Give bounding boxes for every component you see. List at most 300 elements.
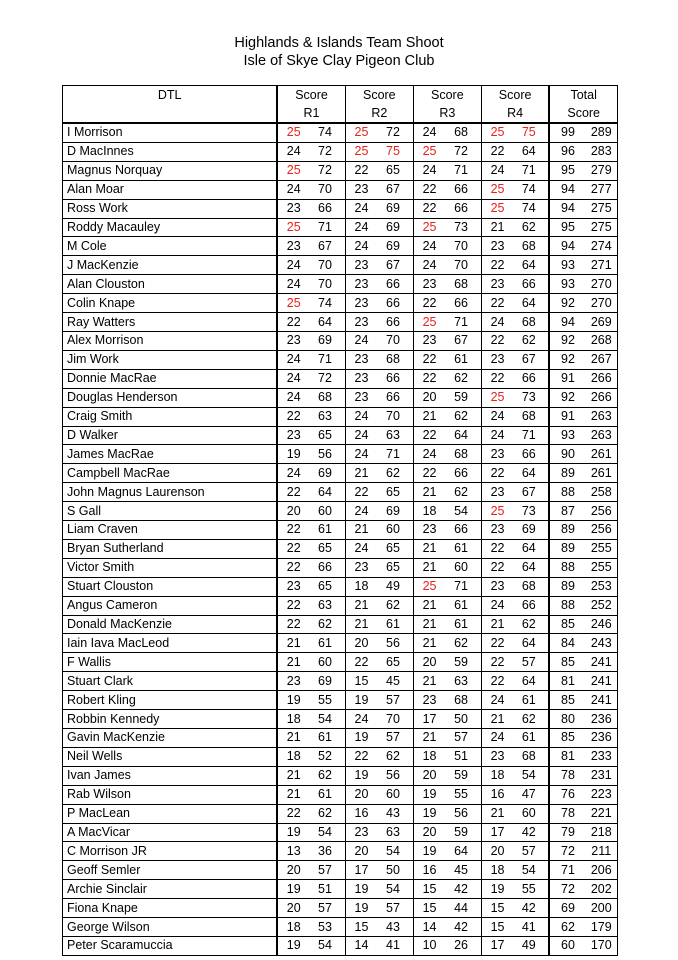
round-4-points: 54 — [513, 766, 549, 785]
round-2-points: 60 — [377, 521, 413, 540]
round-header-r3 — [413, 86, 481, 124]
round-4-points: 71 — [513, 426, 549, 445]
round-4-points: 54 — [513, 861, 549, 880]
round-1-points: 72 — [309, 142, 345, 161]
round-2-points: 75 — [377, 142, 413, 161]
round-3-score: 19 — [413, 804, 445, 823]
round-1-score: 22 — [277, 615, 309, 634]
total-points: 255 — [586, 558, 618, 577]
round-3-score: 21 — [413, 729, 445, 748]
round-3-points: 61 — [445, 350, 481, 369]
round-2-score: 21 — [345, 464, 377, 483]
round-1-score: 24 — [277, 256, 309, 275]
round-2-points: 66 — [377, 313, 413, 332]
round-4-points: 61 — [513, 729, 549, 748]
round-3-points: 71 — [445, 313, 481, 332]
round-2-score: 24 — [345, 237, 377, 256]
round-4-score: 15 — [481, 918, 513, 937]
total-points: 236 — [586, 729, 618, 748]
total-points: 275 — [586, 199, 618, 218]
round-4-points: 68 — [513, 407, 549, 426]
shooter-name: Magnus Norquay — [63, 161, 278, 180]
round-1-score: 25 — [277, 161, 309, 180]
round-1-score: 24 — [277, 180, 309, 199]
round-2-score: 24 — [345, 199, 377, 218]
round-1-score: 19 — [277, 691, 309, 710]
round-1-score: 22 — [277, 483, 309, 502]
round-4-points: 55 — [513, 880, 549, 899]
table-row — [63, 691, 618, 710]
round-4-points: 62 — [513, 331, 549, 350]
round-2-points: 69 — [377, 237, 413, 256]
total-score: 88 — [549, 483, 585, 502]
round-4-points: 73 — [513, 388, 549, 407]
round-1-points: 62 — [309, 766, 345, 785]
round-3-points: 66 — [445, 180, 481, 199]
round-1-points: 63 — [309, 596, 345, 615]
round-1-points: 65 — [309, 577, 345, 596]
total-points: 274 — [586, 237, 618, 256]
total-points: 223 — [586, 785, 618, 804]
round-1-score: 22 — [277, 539, 309, 558]
total-score: 60 — [549, 936, 585, 955]
round-1-score: 20 — [277, 861, 309, 880]
round-2-score: 24 — [345, 539, 377, 558]
table-row — [63, 180, 618, 199]
round-1-score: 18 — [277, 918, 309, 937]
round-2-score: 19 — [345, 880, 377, 899]
round-2-score: 23 — [345, 350, 377, 369]
round-1-score: 21 — [277, 785, 309, 804]
shooter-name: Donald MacKenzie — [63, 615, 278, 634]
total-score: 85 — [549, 653, 585, 672]
round-2-score: 19 — [345, 729, 377, 748]
round-1-score: 24 — [277, 388, 309, 407]
total-score: 89 — [549, 464, 585, 483]
round-3-score: 21 — [413, 615, 445, 634]
round-1-points: 70 — [309, 180, 345, 199]
round-header-label: Score — [498, 88, 532, 102]
total-points: 268 — [586, 331, 618, 350]
round-4-points: 68 — [513, 747, 549, 766]
total-score: 90 — [549, 445, 585, 464]
total-points: 241 — [586, 691, 618, 710]
round-4-points: 64 — [513, 142, 549, 161]
round-2-score: 23 — [345, 558, 377, 577]
round-2-points: 65 — [377, 653, 413, 672]
total-score: 81 — [549, 672, 585, 691]
round-1-score: 20 — [277, 502, 309, 521]
discipline-label: DTL — [157, 88, 182, 102]
round-3-points: 59 — [445, 823, 481, 842]
round-1-points: 61 — [309, 785, 345, 804]
table-row — [63, 369, 618, 388]
round-3-score: 23 — [413, 691, 445, 710]
round-4-score: 18 — [481, 861, 513, 880]
round-1-score: 25 — [277, 218, 309, 237]
round-3-score: 19 — [413, 785, 445, 804]
round-3-points: 61 — [445, 596, 481, 615]
round-1-score: 24 — [277, 350, 309, 369]
round-1-score: 18 — [277, 747, 309, 766]
shooter-name: Rab Wilson — [63, 785, 278, 804]
table-row — [63, 350, 618, 369]
round-4-score: 21 — [481, 615, 513, 634]
round-4-points: 75 — [513, 123, 549, 142]
total-score: 92 — [549, 331, 585, 350]
round-1-score: 25 — [277, 123, 309, 142]
round-1-points: 53 — [309, 918, 345, 937]
round-2-points: 50 — [377, 861, 413, 880]
round-1-score: 22 — [277, 313, 309, 332]
round-2-points: 68 — [377, 350, 413, 369]
table-row — [63, 331, 618, 350]
round-1-score: 23 — [277, 199, 309, 218]
round-2-points: 67 — [377, 180, 413, 199]
round-2-score: 24 — [345, 710, 377, 729]
total-score: 94 — [549, 237, 585, 256]
total-points: 277 — [586, 180, 618, 199]
round-3-points: 63 — [445, 672, 481, 691]
total-points: 253 — [586, 577, 618, 596]
round-2-score: 24 — [345, 445, 377, 464]
total-score: 84 — [549, 634, 585, 653]
total-points: 206 — [586, 861, 618, 880]
shooter-name: D MacInnes — [63, 142, 278, 161]
round-3-points: 62 — [445, 407, 481, 426]
round-3-points: 59 — [445, 766, 481, 785]
total-score: 81 — [549, 747, 585, 766]
total-points: 263 — [586, 426, 618, 445]
round-4-points: 64 — [513, 539, 549, 558]
round-4-score: 18 — [481, 766, 513, 785]
round-1-score: 13 — [277, 842, 309, 861]
round-2-score: 20 — [345, 785, 377, 804]
round-3-points: 62 — [445, 369, 481, 388]
round-4-score: 20 — [481, 842, 513, 861]
round-3-score: 21 — [413, 634, 445, 653]
round-2-score: 19 — [345, 691, 377, 710]
page-subtitle: Isle of Skye Clay Pigeon Club — [243, 53, 435, 69]
round-4-points: 67 — [513, 483, 549, 502]
round-4-points: 64 — [513, 558, 549, 577]
round-1-points: 64 — [309, 313, 345, 332]
total-points: 270 — [586, 294, 618, 313]
total-points: 170 — [586, 936, 618, 955]
round-header-label: Score — [362, 88, 396, 102]
round-1-score: 25 — [277, 294, 309, 313]
round-3-score: 21 — [413, 558, 445, 577]
total-score: 72 — [549, 880, 585, 899]
total-points: 263 — [586, 407, 618, 426]
round-2-score: 19 — [345, 766, 377, 785]
total-points: 179 — [586, 918, 618, 937]
round-3-score: 23 — [413, 521, 445, 540]
table-row — [63, 729, 618, 748]
round-4-points: 66 — [513, 445, 549, 464]
round-4-score: 22 — [481, 142, 513, 161]
table-row — [63, 936, 618, 955]
round-4-points: 62 — [513, 710, 549, 729]
round-2-score: 25 — [345, 142, 377, 161]
total-points: 275 — [586, 218, 618, 237]
shooter-name: D Walker — [63, 426, 278, 445]
round-1-score: 23 — [277, 331, 309, 350]
round-3-score: 24 — [413, 161, 445, 180]
round-1-points: 69 — [309, 331, 345, 350]
round-1-score: 19 — [277, 823, 309, 842]
total-points: 241 — [586, 653, 618, 672]
round-1-points: 52 — [309, 747, 345, 766]
table-row — [63, 237, 618, 256]
round-3-score: 25 — [413, 142, 445, 161]
total-score: 76 — [549, 785, 585, 804]
round-3-points: 66 — [445, 521, 481, 540]
round-1-score: 19 — [277, 445, 309, 464]
round-3-points: 66 — [445, 199, 481, 218]
round-header-sub: R4 — [507, 106, 524, 120]
round-3-points: 42 — [445, 918, 481, 937]
total-score: 88 — [549, 596, 585, 615]
shooter-name: Archie Sinclair — [63, 880, 278, 899]
total-points: 256 — [586, 521, 618, 540]
round-2-score: 25 — [345, 123, 377, 142]
round-3-points: 62 — [445, 483, 481, 502]
round-4-score: 25 — [481, 180, 513, 199]
round-4-points: 41 — [513, 918, 549, 937]
round-2-points: 57 — [377, 729, 413, 748]
table-row — [63, 199, 618, 218]
round-1-points: 65 — [309, 426, 345, 445]
round-2-score: 15 — [345, 918, 377, 937]
round-4-score: 23 — [481, 577, 513, 596]
total-points: 246 — [586, 615, 618, 634]
round-2-score: 14 — [345, 936, 377, 955]
round-4-points: 42 — [513, 899, 549, 918]
round-4-score: 22 — [481, 672, 513, 691]
round-4-score: 22 — [481, 331, 513, 350]
table-row — [63, 445, 618, 464]
round-2-score: 15 — [345, 672, 377, 691]
round-4-score: 21 — [481, 710, 513, 729]
table-row — [63, 407, 618, 426]
round-3-score: 24 — [413, 237, 445, 256]
round-3-points: 51 — [445, 747, 481, 766]
round-3-points: 70 — [445, 256, 481, 275]
round-3-score: 24 — [413, 123, 445, 142]
table-row — [63, 842, 618, 861]
round-header-label: Score — [295, 88, 328, 102]
total-points: 271 — [586, 256, 618, 275]
round-3-points: 62 — [445, 634, 481, 653]
table-row — [63, 766, 618, 785]
round-2-points: 66 — [377, 294, 413, 313]
table-row — [63, 615, 618, 634]
round-1-score: 22 — [277, 407, 309, 426]
table-row — [63, 710, 618, 729]
round-4-score: 25 — [481, 123, 513, 142]
round-4-points: 66 — [513, 596, 549, 615]
total-score: 92 — [549, 350, 585, 369]
total-score: 69 — [549, 899, 585, 918]
round-4-score: 21 — [481, 804, 513, 823]
round-4-score: 22 — [481, 653, 513, 672]
round-3-points: 72 — [445, 142, 481, 161]
round-2-score: 16 — [345, 804, 377, 823]
shooter-name: James MacRae — [63, 445, 278, 464]
round-2-points: 63 — [377, 426, 413, 445]
shooter-name: Angus Cameron — [63, 596, 278, 615]
round-3-score: 18 — [413, 747, 445, 766]
round-3-points: 68 — [445, 691, 481, 710]
total-score: 93 — [549, 256, 585, 275]
table-row — [63, 653, 618, 672]
round-1-score: 23 — [277, 237, 309, 256]
round-2-points: 70 — [377, 407, 413, 426]
total-points: 221 — [586, 804, 618, 823]
round-4-points: 42 — [513, 823, 549, 842]
table-row — [63, 672, 618, 691]
round-header-sub: R3 — [439, 106, 456, 120]
table-row — [63, 313, 618, 332]
round-3-points: 56 — [445, 804, 481, 823]
round-1-points: 60 — [309, 502, 345, 521]
round-3-points: 68 — [445, 123, 481, 142]
total-points: 236 — [586, 710, 618, 729]
round-3-points: 67 — [445, 331, 481, 350]
total-score: 92 — [549, 294, 585, 313]
round-2-score: 23 — [345, 256, 377, 275]
round-1-score: 19 — [277, 880, 309, 899]
round-1-points: 66 — [309, 558, 345, 577]
total-points: 243 — [586, 634, 618, 653]
round-1-score: 24 — [277, 369, 309, 388]
round-2-points: 69 — [377, 199, 413, 218]
total-score: 87 — [549, 502, 585, 521]
total-score: 62 — [549, 918, 585, 937]
round-2-points: 66 — [377, 369, 413, 388]
round-4-score: 21 — [481, 218, 513, 237]
round-4-points: 62 — [513, 615, 549, 634]
round-1-score: 21 — [277, 653, 309, 672]
total-points: 283 — [586, 142, 618, 161]
round-4-score: 22 — [481, 464, 513, 483]
round-4-score: 25 — [481, 388, 513, 407]
total-points: 231 — [586, 766, 618, 785]
round-3-score: 20 — [413, 823, 445, 842]
round-2-points: 60 — [377, 785, 413, 804]
round-2-score: 24 — [345, 407, 377, 426]
total-points: 200 — [586, 899, 618, 918]
round-3-score: 25 — [413, 313, 445, 332]
round-3-score: 20 — [413, 653, 445, 672]
round-4-score: 16 — [481, 785, 513, 804]
round-4-points: 61 — [513, 691, 549, 710]
round-4-points: 74 — [513, 199, 549, 218]
round-1-points: 71 — [309, 218, 345, 237]
round-2-points: 71 — [377, 445, 413, 464]
round-4-score: 24 — [481, 691, 513, 710]
total-score: 89 — [549, 539, 585, 558]
round-3-points: 68 — [445, 275, 481, 294]
round-4-score: 24 — [481, 161, 513, 180]
table-row — [63, 634, 618, 653]
total-score: 96 — [549, 142, 585, 161]
round-2-points: 65 — [377, 539, 413, 558]
round-2-points: 65 — [377, 161, 413, 180]
round-1-points: 69 — [309, 464, 345, 483]
table-row — [63, 464, 618, 483]
table-row — [63, 218, 618, 237]
round-3-score: 21 — [413, 672, 445, 691]
shooter-name: Colin Knape — [63, 294, 278, 313]
round-3-points: 70 — [445, 237, 481, 256]
total-score: 94 — [549, 313, 585, 332]
round-1-points: 51 — [309, 880, 345, 899]
round-4-points: 64 — [513, 294, 549, 313]
round-3-score: 18 — [413, 502, 445, 521]
round-2-points: 54 — [377, 880, 413, 899]
round-1-points: 61 — [309, 521, 345, 540]
shooter-name: Craig Smith — [63, 407, 278, 426]
shooter-name: George Wilson — [63, 918, 278, 937]
round-2-score: 22 — [345, 161, 377, 180]
round-1-points: 68 — [309, 388, 345, 407]
round-4-points: 47 — [513, 785, 549, 804]
round-4-points: 64 — [513, 634, 549, 653]
round-2-score: 23 — [345, 294, 377, 313]
round-2-score: 20 — [345, 634, 377, 653]
total-score: 85 — [549, 729, 585, 748]
page-title: Highlands & Islands Team Shoot — [234, 35, 444, 51]
shooter-name: Alan Moar — [63, 180, 278, 199]
total-score: 91 — [549, 369, 585, 388]
round-4-score: 22 — [481, 256, 513, 275]
round-2-points: 43 — [377, 918, 413, 937]
table-row — [63, 294, 618, 313]
total-points: 269 — [586, 313, 618, 332]
results-table — [62, 85, 618, 956]
round-2-score: 23 — [345, 369, 377, 388]
results-body — [63, 123, 618, 955]
round-2-points: 45 — [377, 672, 413, 691]
total-score: 99 — [549, 123, 585, 142]
round-2-score: 21 — [345, 596, 377, 615]
round-4-points: 74 — [513, 180, 549, 199]
round-3-score: 25 — [413, 218, 445, 237]
round-2-points: 62 — [377, 747, 413, 766]
round-3-score: 14 — [413, 918, 445, 937]
round-3-score: 25 — [413, 577, 445, 596]
round-4-points: 57 — [513, 842, 549, 861]
round-4-points: 73 — [513, 502, 549, 521]
total-score: 85 — [549, 691, 585, 710]
round-1-points: 74 — [309, 294, 345, 313]
total-points: 202 — [586, 880, 618, 899]
round-3-points: 59 — [445, 653, 481, 672]
table-row — [63, 880, 618, 899]
round-2-points: 57 — [377, 899, 413, 918]
round-2-points: 61 — [377, 615, 413, 634]
round-1-points: 60 — [309, 653, 345, 672]
total-points: 261 — [586, 445, 618, 464]
table-row — [63, 823, 618, 842]
round-1-points: 65 — [309, 539, 345, 558]
round-2-score: 24 — [345, 218, 377, 237]
table-row — [63, 596, 618, 615]
round-1-points: 54 — [309, 823, 345, 842]
round-2-score: 22 — [345, 483, 377, 502]
